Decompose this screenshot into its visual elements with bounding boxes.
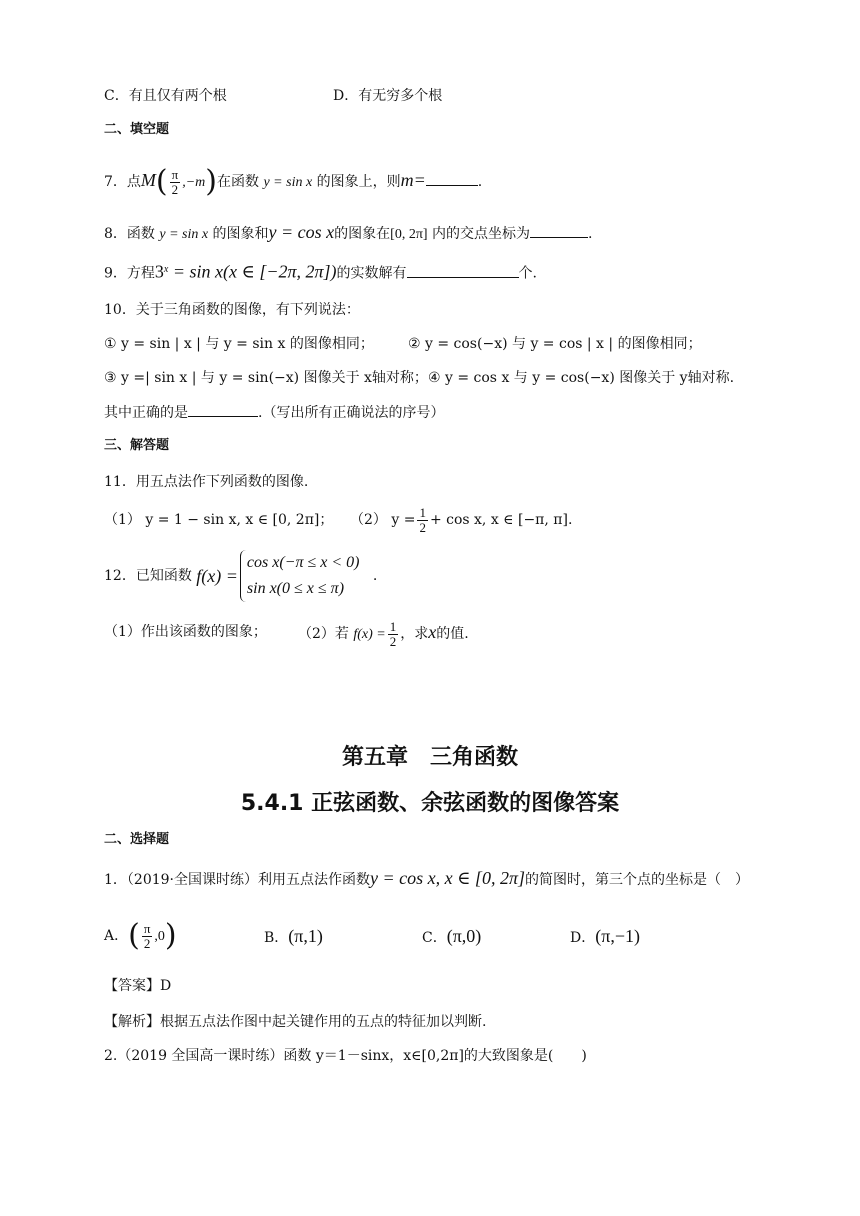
question-8: 8．函数 y = sin x 的图象和y = cos x的图象在[0, 2π] 内的交点坐标为 . [104, 222, 593, 242]
question-12-part-2: （2）若 f(x) = $\frac{1}{2}$ ，求x的值. [298, 618, 469, 649]
statement-3: ③ y =| sin x | 与 y = sin(−x) 图像关于 x轴对称； [104, 370, 428, 386]
question-10-answer-line: 其中正确的是 .（写出所有正确说法的序号） [104, 402, 444, 423]
question-10: 10．关于三角函数的图像，有下列说法： [104, 302, 360, 318]
section-solve-heading: 三、解答题 [104, 438, 170, 453]
section-choice-heading: 二、选择题 [104, 832, 170, 847]
answer-question-2: 2.（2019 全国高一课时练）函数 y＝1－sinx，x∈[0,2π]的大致图象是( ) [104, 1048, 587, 1064]
question-7: 7．点M( $\frac{\pi}{2}$ ,−m)在函数 y = sin x 的图象上，则m= . [104, 164, 483, 199]
answer-option-d: D．(π,−1) [570, 926, 640, 946]
answer-title: 5.4.1 正弦函数、余弦函数的图像答案 [240, 791, 620, 816]
statement-2: ② y = cos(−x) 与 y = cos | x | 的图像相同； [408, 336, 702, 352]
statement-4: ④ y = cos x 与 y = cos(−x) 图像关于 y轴对称. [428, 370, 735, 386]
answer-option-b: B．(π,1) [264, 926, 323, 946]
question-12-part-1: （1）作出该函数的图象； [104, 624, 267, 640]
answer-key: 【答案】D [104, 978, 172, 994]
question-9: 9．方程$3^x = \sin x(x$ ∈ [−2π, 2π])的实数解有 个. [104, 261, 537, 282]
question-11: 11．用五点法作下列函数的图像. [104, 474, 309, 490]
question-11-part-1: （1） y = 1 − sin x, x ∈ [0, 2π]； [104, 512, 334, 528]
chapter-title: 第五章 三角函数 [341, 745, 518, 770]
question-11-part-2: （2） y = $\frac{1}{2}$ + cos x, x ∈ [−π, π]. [350, 504, 573, 535]
option-d: D．有无穷多个根 [333, 88, 443, 104]
answer-question-1: 1．（2019·全国课时练）利用五点法作函数y = cos x, x ∈ [0, 2π]的简图时，第三个点的坐标是（ ） [104, 868, 749, 888]
answer-option-a: A．( $\frac{\pi}{2}$ ,0) [104, 918, 177, 953]
analysis: 【解析】根据五点法作图中起关键作用的五点的特征加以判断. [104, 1014, 487, 1030]
question-12: 12．已知函数 f(x) = cos x(−π ≤ x < 0) sin x(0 ≤ x ≤ π) . [104, 548, 377, 604]
answer-option-c: C．(π,0) [422, 926, 482, 946]
option-c: C．有且仅有两个根 [104, 88, 227, 104]
section-fill-heading: 二、填空题 [104, 122, 170, 137]
statement-1: ① y = sin | x | 与 y = sin x 的图像相同； [104, 336, 374, 352]
